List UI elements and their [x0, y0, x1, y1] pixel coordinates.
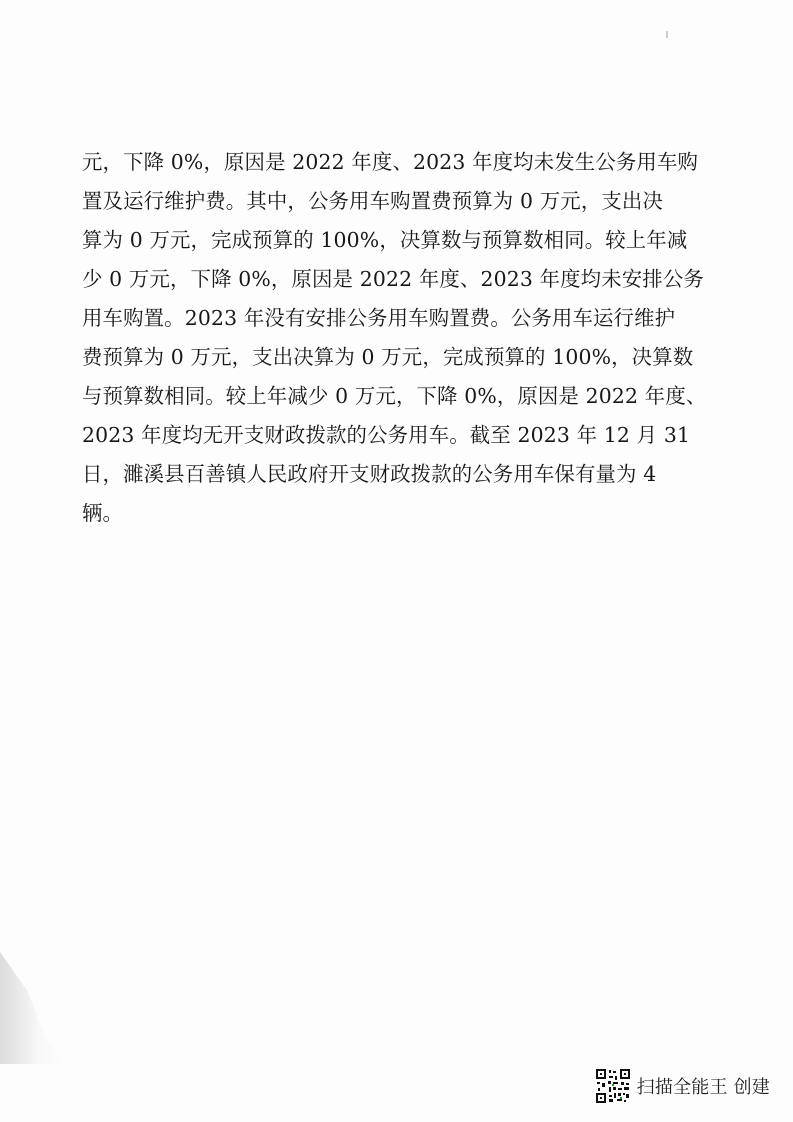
qr-code-icon [595, 1068, 631, 1104]
document-body-paragraph: 元，下降 0%，原因是 2022 年度、2023 年度均未发生公务用车购 置及运行维护费。其中，公务用车购置费预算为 0 万元，支出决 算为 0 万元，完成预算的 100%，决算数与预算数相同。较上年减 少 0 万元，下降 0%，原因是 2022 年度、2023 年度均未安排公务 用车购置。2023 年没有安排公务用车购置费。公务用车运行维护 费预算为 0 万元，支出决算为 0 万元，完成预算的 100%，决算数 与预算数相同。较上年减少 0 万元，下降 0%，原因是 2022 年度、 2023 年度均无开支财政拨款的公务用车。截至 2023 年 12 月 31 日，濉溪县百善镇人民政府开支财政拨款的公务用车保有量为 4 辆。 [82, 150, 707, 525]
scan-mark [666, 31, 668, 38]
watermark-label: 扫描全能王 创建 [636, 1077, 770, 1098]
scan-edge-shadow [0, 952, 66, 1064]
scanner-watermark [595, 1068, 770, 1104]
